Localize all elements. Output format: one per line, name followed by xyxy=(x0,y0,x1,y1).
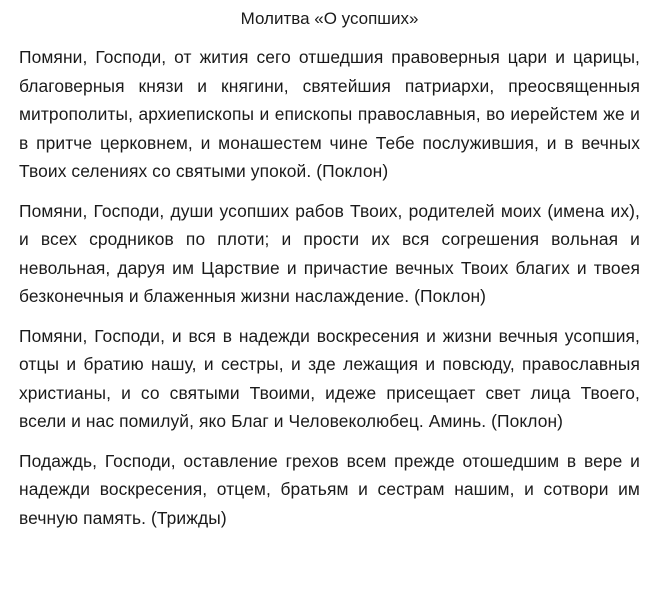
prayer-paragraph-2: Помяни, Господи, души усопших рабов Твоих, родителей моих (имена их), и всех сродников по плоти; и прости их вся согрешения вольная и невольная, даруя им Царствие и причастие вечных Твоих благих и твоея безконечныя и блаженныя жизни наслаждение. (Поклон) xyxy=(19,200,640,306)
prayer-paragraph-1: Помяни, Господи, от жития сего отшедшия правоверныя цари и царицы, благоверныя князи и княгини, святейшия патриархи, преосвященныя митрополиты, архиепископы и епископы православныя, во иерейстем же и в притче церковнем, и монашестем чине Тебе послужившия, и в вечных Твоих селениях со святыми упокой. (Поклон) xyxy=(19,47,640,181)
document-title: Молитва «О усопших» xyxy=(240,9,419,28)
prayer-paragraph-4: Подаждь, Господи, оставление грехов всем прежде отошедшим в вере и надежди воскресения, отцем, братьям и сестрам нашим, и сотвори им вечную память. (Трижды) xyxy=(19,450,640,528)
prayer-paragraph-3: Помяни, Господи, и вся в надежди воскресения и жизни вечныя усопшия, отцы и братию нашу, и сестры, и зде лежащия и повсюду, православныя христианы, и со святыми Твоими, идеже присещает свет лица Твоего, всели и нас помилуй, яко Благ и Человеколюбец. Аминь. (Поклон) xyxy=(19,325,640,431)
